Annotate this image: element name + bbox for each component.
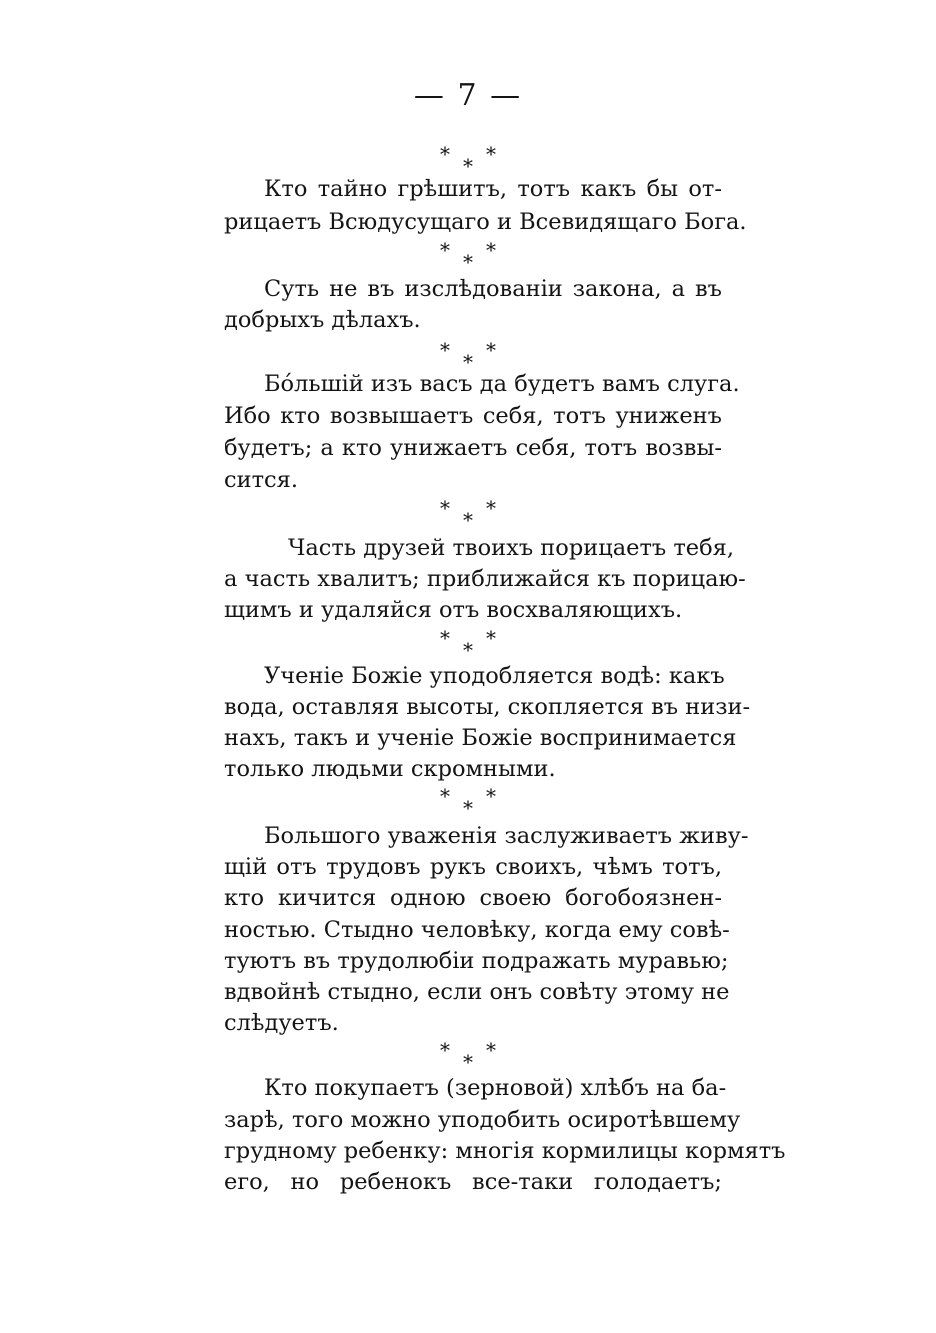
text-line: слѣдуетъ. <box>224 1010 339 1036</box>
asterisk: * <box>440 142 450 166</box>
asterisk: * <box>440 496 450 520</box>
asterism-separator <box>436 786 508 820</box>
asterisk: * <box>440 238 450 262</box>
text-line: а часть хвалитъ; приближайся къ порицаю- <box>224 566 746 592</box>
text-line: только людьми скромными. <box>224 756 556 782</box>
page-number: — 7 — <box>413 78 523 113</box>
asterisk: * <box>486 142 496 166</box>
text-line: сится. <box>224 467 298 493</box>
asterism-separator <box>436 628 508 662</box>
text-line: добрыхъ дѣлахъ. <box>224 307 421 333</box>
asterisk: * <box>463 1050 473 1074</box>
text-line: Большого уваженія заслуживаетъ живу- <box>264 823 749 849</box>
text-line: зарѣ, того можно уподобить осиротѣвшему <box>224 1107 741 1133</box>
asterisk: * <box>463 796 473 820</box>
text-line: Часть друзей твоихъ порицаетъ тебя, <box>288 535 735 561</box>
asterisk: * <box>486 338 496 362</box>
text-line: щій отъ трудовъ рукъ своихъ, чѣмъ тотъ, <box>224 854 722 880</box>
text-line: Ученіе Божіе уподобляется водѣ: какъ <box>264 663 725 689</box>
text-line: будетъ; а кто унижаетъ себя, тотъ возвы- <box>224 435 722 461</box>
asterisk: * <box>463 508 473 532</box>
asterism-separator <box>436 498 508 532</box>
asterisk: * <box>463 250 473 274</box>
text-line: туютъ въ трудолюбіи подражать муравью; <box>224 948 729 974</box>
text-line: щимъ и удаляйся отъ восхваляющихъ. <box>224 597 683 623</box>
text-line: ностью. Стыдно человѣку, когда ему совѣ- <box>224 917 730 943</box>
asterisk: * <box>486 1038 496 1062</box>
text-line: вдвойнѣ стыдно, если онъ совѣту этому не <box>224 979 730 1005</box>
asterisk: * <box>440 338 450 362</box>
asterism-separator <box>436 240 508 274</box>
asterisk: * <box>486 784 496 808</box>
asterisk: * <box>440 626 450 650</box>
text-line: грудному ребенку: многія кормилицы кормятъ <box>224 1138 786 1164</box>
asterism-separator <box>436 1040 508 1074</box>
text-line: кто кичится одною своею богобоязнен- <box>224 885 722 911</box>
text-line: нахъ, такъ и ученіе Божіе воспринимается <box>224 725 737 751</box>
asterisk: * <box>486 496 496 520</box>
text-line: рицаетъ Всюдусущаго и Всевидящаго Бога. <box>224 209 747 235</box>
text-line: Суть не въ изслѣдованіи закона, а въ <box>264 276 722 302</box>
asterisk: * <box>463 638 473 662</box>
asterisk: * <box>486 626 496 650</box>
text-line: Бо́льшій изъ васъ да будетъ вамъ слуга. <box>264 371 740 397</box>
text-line: вода, оставляя высоты, скопляется въ низи- <box>224 694 751 720</box>
text-line: Кто тайно грѣшитъ, тотъ какъ бы от- <box>264 176 722 202</box>
asterisk: * <box>440 1038 450 1062</box>
text-line: Кто покупаетъ (зерновой) хлѣбъ на ба- <box>264 1075 727 1101</box>
text-line: его, но ребенокъ все-таки голодаетъ; <box>224 1169 722 1195</box>
text-line: Ибо кто возвышаетъ себя, тотъ униженъ <box>224 403 722 429</box>
asterisk: * <box>486 238 496 262</box>
asterisk: * <box>463 350 473 374</box>
asterisk: * <box>440 784 450 808</box>
asterisk: * <box>463 154 473 178</box>
